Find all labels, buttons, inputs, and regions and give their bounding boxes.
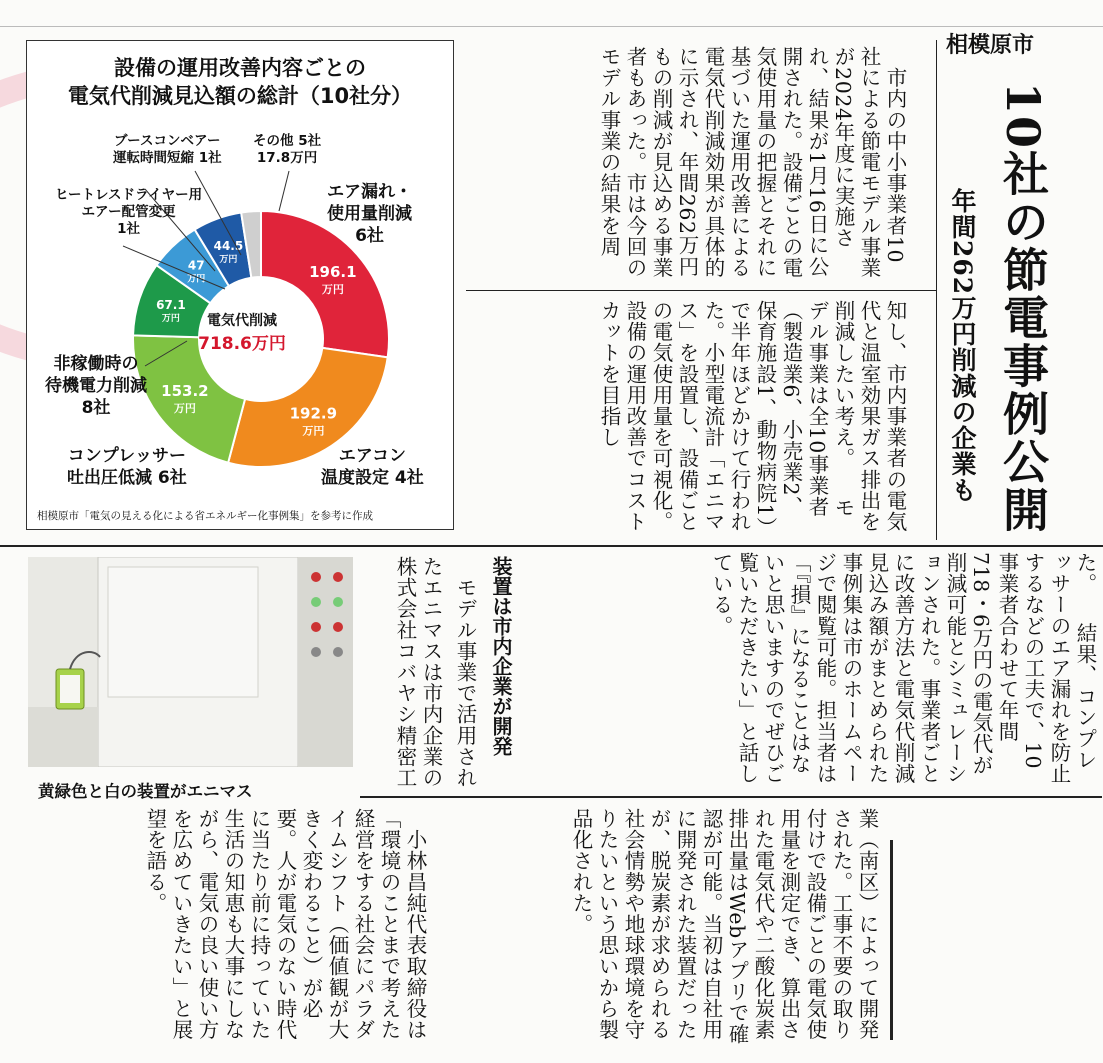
label-other: その他 5社 17.8万円 xyxy=(253,133,322,166)
chart-title-line1: 設備の運用改善内容ごとの xyxy=(114,56,366,80)
article-column-3: た。 結果、コンプレッサーのエア漏れを防止するなどの工夫で、10事業者合わせて年間718・6万円の電気代が削減可能とシミュレーションされた。事業者ごとに改善方法と電気代削減見込み額がまとめられた事例集は市のホームページで閲覧可能。担当者は「『損』になることはないと思いますのでぜひご覧いただきたい」と話している。 xyxy=(709,552,1097,785)
article-column-1: 市内の中小事業者10社による節電モデル事業が2024年度に実施され、結果が1月16日に公開された。設備ごとの電気使用量の把握とそれに基づいた運用改善による電気代削減効果が具体的に示され、年間262万円もの削減が見込める事業者もあった。市は今回のモデル事業の結果を周 xyxy=(597,46,907,279)
slice-unit-5: 万円 xyxy=(219,254,238,265)
vertical-rule-1 xyxy=(936,40,937,540)
section-lead: モデル事業で活用され xyxy=(453,556,477,789)
article-column-5: 小林昌純代表取締役は「環境のことまで考えた経営をする社会にパラダイムシフト（価値観が大きく変わること）が必要。人が電気のない時代に当たり前に持っていた生活の知恵も大事にしながら、電気の良い使い方を広めていきたい」と展望を語る。 xyxy=(143,808,427,1041)
location-label: 相模原市 xyxy=(946,32,1035,58)
leader-line-4 xyxy=(279,171,289,211)
article-column-4: 業（南区）によって開発された。工事不要の取り付けで設備ごとの電気使用量を測定でき、算出された電気代や二酸化炭素排出量はWebアプリで確認が可能。当初は自社用に開発された装置だったが、脱炭素が求められる社会情勢や地球環境を守りたいという思いから製品化された。 xyxy=(569,808,879,1045)
article-column-2: 知し、市内事業者の電気代と温室効果ガス排出を削減したい考え。 モデル事業は全10事業者（製造業6、小売業2、保育施設1、動物病院1）で半年ほどかけて行われた。小型電流計「エニマス」を設置し、設備ごとの電気使用量を可視化。設備の運用改善でコストカットを目指し xyxy=(597,300,907,533)
label-aircon: エアコン 温度設定 4社 xyxy=(321,446,424,488)
pie-chart-panel xyxy=(26,40,454,530)
photo-enimas-device xyxy=(28,557,353,767)
slice-unit-2: 万円 xyxy=(173,401,196,415)
label-standby: 非稼働時の 待機電力削減 8社 xyxy=(45,354,147,418)
horizontal-rule-1 xyxy=(0,545,1103,547)
slice-value-3: 67.1 xyxy=(156,297,186,312)
headline: 10社の節電事例公開 xyxy=(996,82,1050,535)
label-heatless: ヒートレスドライヤー用 エアー配管変更 1社 xyxy=(55,187,203,237)
slice-unit-1: 万円 xyxy=(302,424,325,438)
slice-value-1: 192.9 xyxy=(289,404,338,423)
slice-value-5: 44.5 xyxy=(213,238,244,253)
subheadline: 年間262万円削減の企業も xyxy=(948,188,977,504)
slice-unit-3: 万円 xyxy=(161,313,180,324)
top-rule xyxy=(0,26,1103,27)
section-heading: 装置は市内企業が開発 xyxy=(489,556,513,756)
label-air-leak: エア漏れ・ 使用量削減 6社 xyxy=(327,182,412,246)
label-compressor: コンプレッサー 吐出圧低減 6社 xyxy=(67,446,187,488)
chart-credit: 相模原市「電気の見える化による省エネルギー化事例集」を参考に作成 xyxy=(37,510,373,522)
horizontal-rule-2 xyxy=(466,290,936,291)
slice-value-4: 47 xyxy=(187,258,205,273)
label-booth: ブースコンベアー 運転時間短縮 1社 xyxy=(113,133,222,166)
slice-unit-4: 万円 xyxy=(187,274,206,285)
photo-illustration xyxy=(28,557,353,767)
slice-value-0: 196.1 xyxy=(309,262,357,281)
vertical-rule-2 xyxy=(890,840,893,1040)
center-label: 電気代削減 xyxy=(207,313,277,329)
photo-caption: 黄緑色と白の装置がエニマス xyxy=(38,782,253,801)
center-value: 718.6万円 xyxy=(198,334,286,354)
horizontal-rule-3 xyxy=(360,796,1102,798)
slice-value-2: 153.2 xyxy=(161,381,209,400)
chart-title-line2: 電気代削減見込額の総計（10社分） xyxy=(67,84,413,108)
section-lead-2: たエニマスは市内企業の株式会社コバヤシ精密工 xyxy=(393,556,443,789)
slice-unit-0: 万円 xyxy=(321,282,344,296)
